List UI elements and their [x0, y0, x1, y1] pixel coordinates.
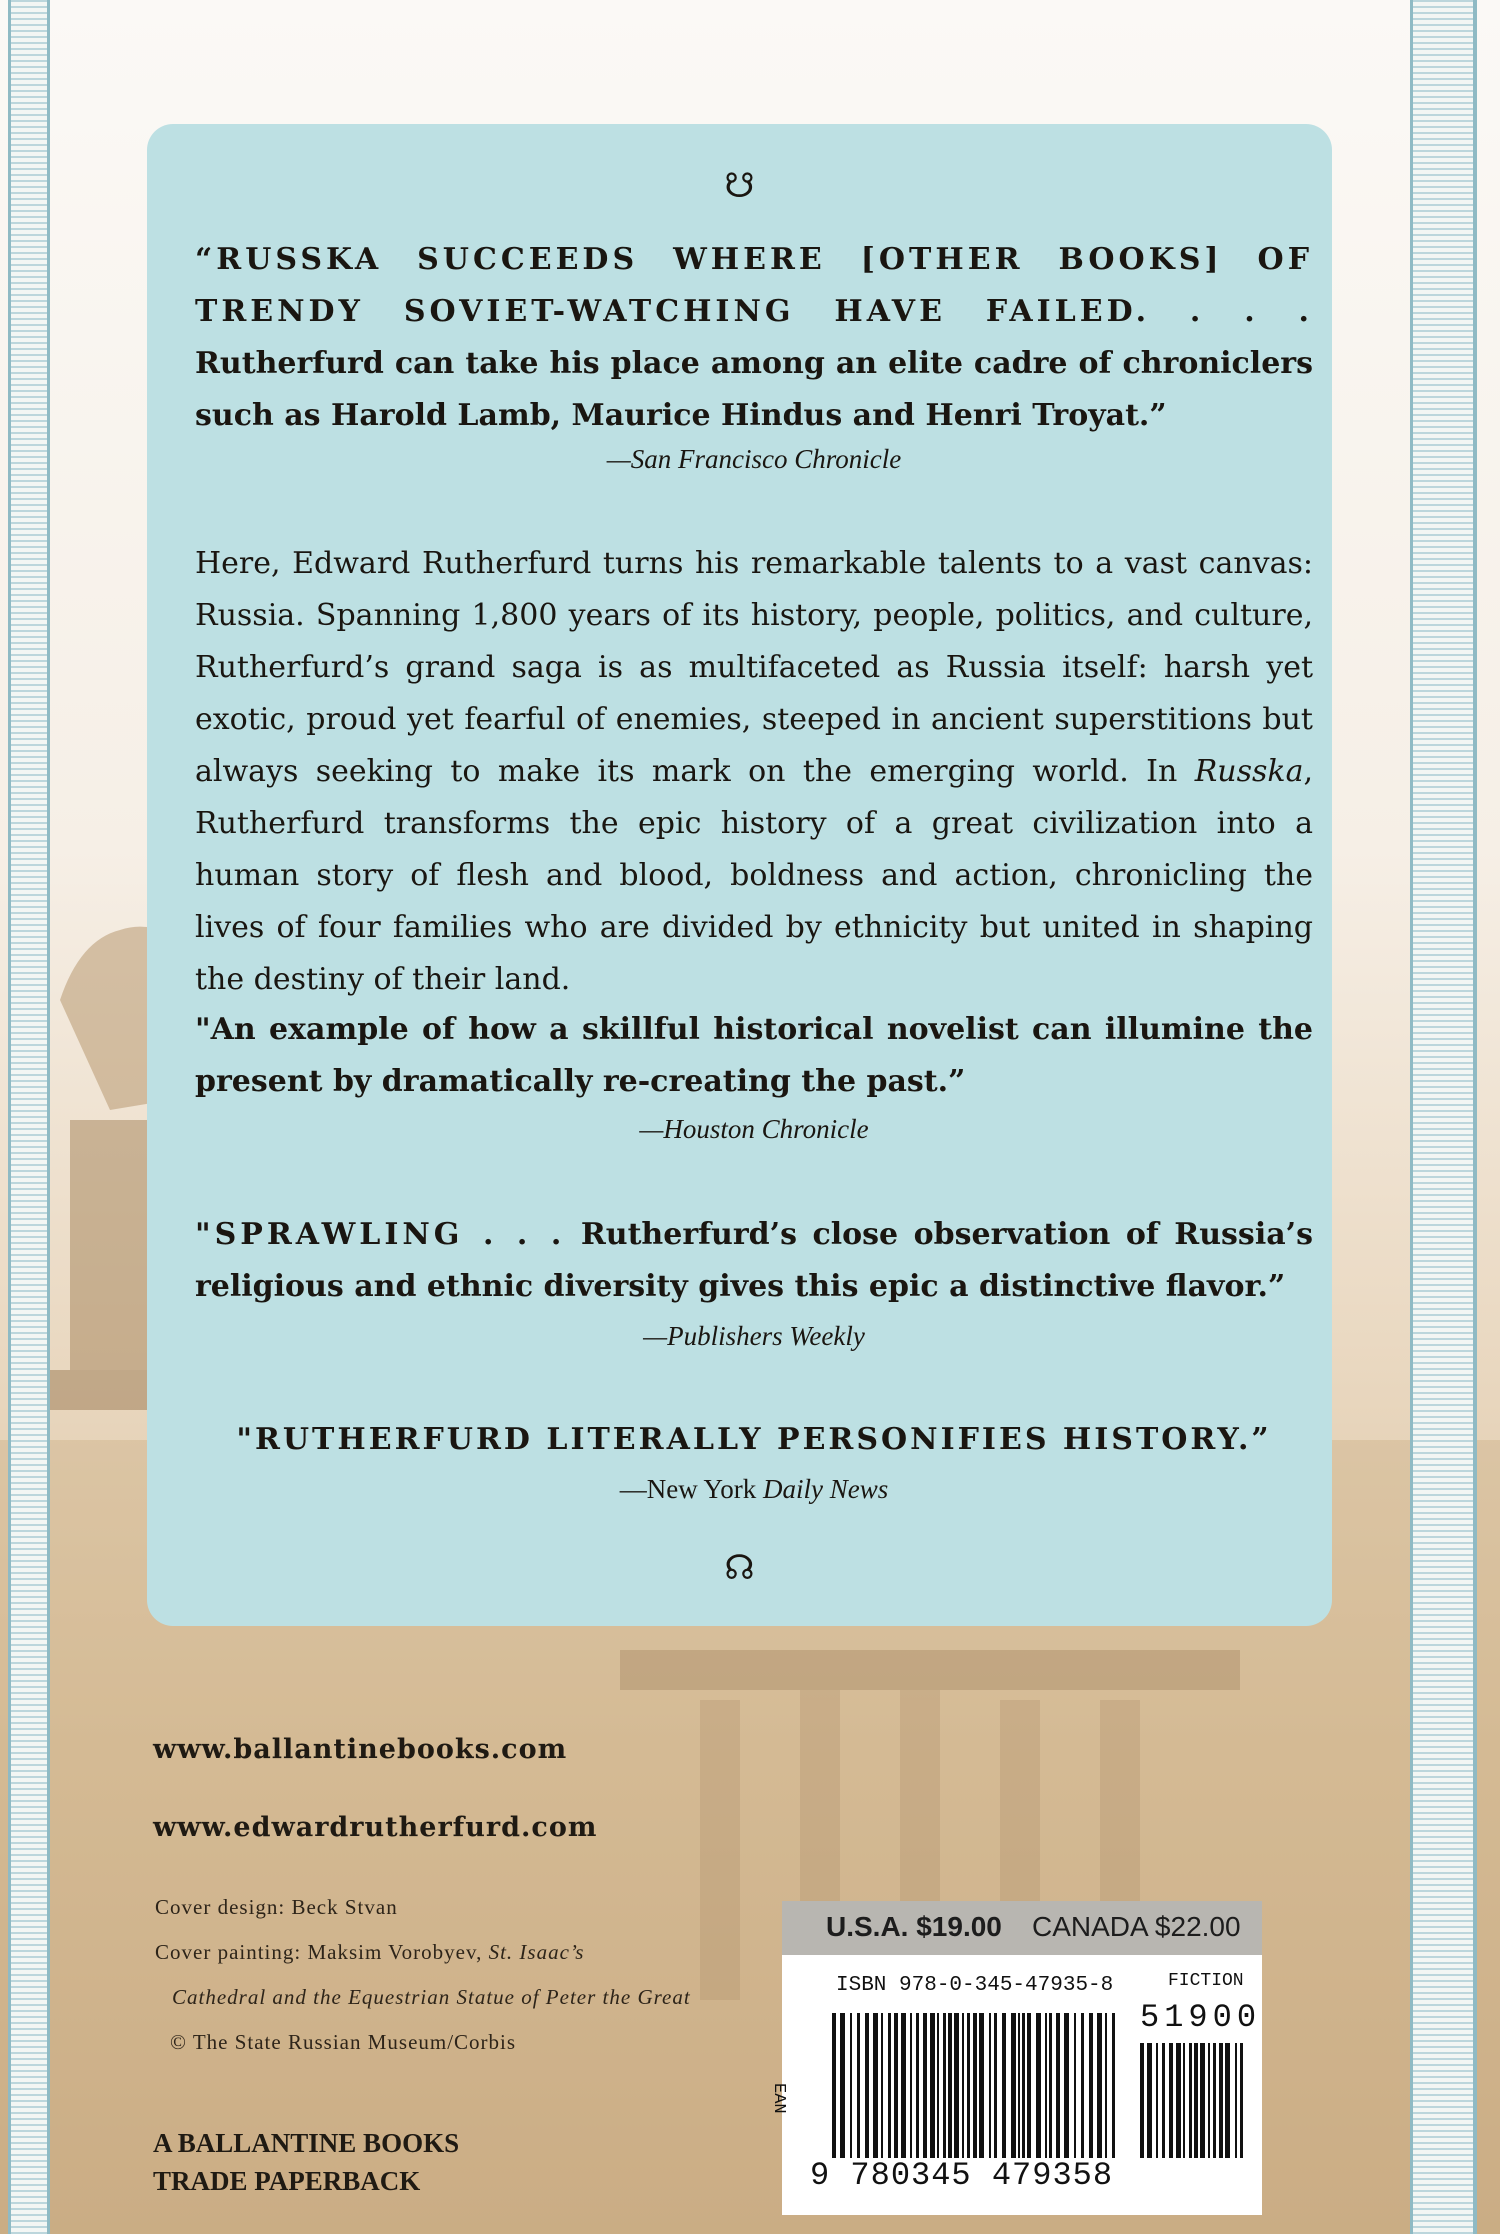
barcode-bar	[1162, 2043, 1165, 2158]
barcode-bar	[1049, 2013, 1052, 2158]
review-3-quote	[195, 1209, 1313, 1313]
left-decorative-border	[8, 0, 50, 2234]
barcode-digits: 9 780345 479358	[810, 2157, 1114, 2194]
barcode-bar	[1183, 2043, 1185, 2158]
barcode-bar	[916, 2013, 919, 2158]
review-2-source: —Houston Chronicle	[639, 1114, 869, 1144]
barcode-bar	[873, 2013, 878, 2158]
review-4-quote: "RUTHERFURD LITERALLY PERSONIFIES HISTORY.”	[236, 1422, 1272, 1457]
review-3-source: —Publishers Weekly	[643, 1321, 865, 1351]
barcode-bar	[1036, 2013, 1041, 2158]
publisher-website: www.ballantinebooks.com	[153, 1734, 568, 1765]
author-website: www.edwardrutherfurd.com	[153, 1812, 598, 1843]
review-4-source	[195, 1474, 1313, 1505]
barcode-bar	[910, 2013, 912, 2158]
ean-label: EAN	[769, 2083, 788, 2114]
barcode-addon	[1140, 2043, 1250, 2158]
barcode-bar	[1045, 2013, 1047, 2158]
barcode-bar	[1200, 2043, 1205, 2158]
review-1-caps: “RUSSKA SUCCEEDS WHERE [OTHER BOOKS] OF TRENDY SOVIET-WATCHING HAVE FAILED. . . .	[195, 242, 1313, 329]
cover-painting-title-2: Cathedral and the Equestrian Statue of Peter the Great	[172, 1985, 691, 2009]
barcode-bar	[857, 2013, 860, 2158]
copyright-credit: © The State Russian Museum/Corbis	[170, 2030, 517, 2054]
barcode-bar	[994, 2013, 997, 2158]
barcode-bar	[1018, 2013, 1020, 2158]
cover-painting-title-1: St. Isaac’s	[488, 1940, 585, 1964]
barcode-bar	[1022, 2013, 1025, 2158]
book-description	[195, 538, 1313, 1006]
review-1-source: —San Francisco Chronicle	[606, 444, 902, 474]
imprint-line-2: TRADE PAPERBACK	[153, 2166, 421, 2196]
barcode-bar	[881, 2013, 883, 2158]
imprint-label	[153, 2124, 459, 2200]
blurb-panel	[147, 124, 1332, 1626]
barcode-bar	[1002, 2013, 1006, 2158]
barcode-bar	[979, 2013, 984, 2158]
barcode-bar	[1140, 2043, 1144, 2158]
barcode-bar	[1189, 2043, 1192, 2158]
barcode-bar	[954, 2013, 959, 2158]
barcode-bar	[1225, 2043, 1230, 2158]
barcode-bar	[1097, 2013, 1102, 2158]
barcode-bar	[1156, 2043, 1158, 2158]
barcode-bar	[973, 2013, 977, 2158]
review-3-text: Rutherfurd’s close observation of Russia’s religious and ethnic diversity gives this epic a distinctive flavor.”	[195, 1217, 1313, 1304]
barcode-bar	[943, 2013, 946, 2158]
barcode-bar	[930, 2013, 935, 2158]
barcode-bar	[1240, 2043, 1243, 2158]
isbn-label: ISBN 978-0-345-47935-8	[836, 1974, 1114, 1997]
barcode-bar	[1219, 2043, 1223, 2158]
barcode-bar	[1235, 2043, 1237, 2158]
description-part-1: Here, Edward Rutherfurd turns his remarkable talents to a vast canvas: Russia. Spanning 1,800 years of its history, people, politics, and culture, Rutherfurd’s grand saga is as multifaceted as Russia itself: harsh yet exotic, proud yet fearful of enemies, steeped in ancient superstitions but always seeking to make its mark on the emerging world. In	[195, 546, 1313, 789]
barcode-main	[832, 2013, 1122, 2158]
barcode-bar	[850, 2013, 852, 2158]
addon-price-code: 51900	[1140, 1999, 1262, 2036]
category-label: FICTION	[1168, 1971, 1244, 1991]
barcode-bar	[1074, 2013, 1076, 2158]
barcode-bar	[865, 2013, 869, 2158]
barcode-bar	[1112, 2013, 1115, 2158]
barcode-bar	[1194, 2043, 1198, 2158]
description-title: Russka	[1194, 754, 1304, 789]
barcode-bar	[1027, 2013, 1031, 2158]
barcode-bar	[832, 2013, 836, 2158]
price-usa: U.S.A. $19.00	[826, 1911, 1002, 1942]
ornament-top-icon: ☋	[724, 166, 755, 206]
review-4-source-prefix: —New York	[619, 1474, 764, 1504]
review-1-quote	[195, 234, 1313, 442]
barcode-bar	[840, 2013, 845, 2158]
barcode-bar	[888, 2013, 891, 2158]
barcode-bar	[1056, 2013, 1060, 2158]
barcode-bar	[967, 2013, 970, 2158]
barcode-bar	[937, 2013, 939, 2158]
cover-painting-prefix: Cover painting: Maksim Vorobyev,	[155, 1940, 489, 1964]
imprint-line-1: A BALLANTINE BOOKS	[153, 2128, 460, 2158]
barcode-bar	[1089, 2013, 1093, 2158]
price-barcode-box	[769, 1901, 1262, 2215]
barcode-bar	[1147, 2043, 1152, 2158]
price-canada: CANADA $22.00	[1032, 1911, 1241, 1942]
review-3-caps: "SPRAWLING . . .	[195, 1217, 566, 1252]
barcode-bar	[894, 2013, 898, 2158]
barcode-bar	[962, 2013, 964, 2158]
review-2-quote: "An example of how a skillful historical novelist can illumine the present by dramatically re-creating the past.”	[195, 1012, 1313, 1099]
barcode-bar	[989, 2013, 991, 2158]
barcode-bar	[1081, 2013, 1084, 2158]
barcode-bar	[901, 2013, 906, 2158]
barcode-bar	[1169, 2043, 1173, 2158]
barcode-bar	[1105, 2013, 1107, 2158]
barcode-bar	[1011, 2013, 1016, 2158]
barcode-bar	[1208, 2043, 1210, 2158]
barcode-bar	[948, 2013, 952, 2158]
cover-design-credit: Cover design: Beck Stvan	[155, 1895, 398, 1919]
barcode-bar	[1064, 2013, 1069, 2158]
cover-painting-title-line	[172, 1985, 691, 2010]
review-1-text: Rutherfurd can take his place among an elite cadre of chroniclers such as Harold Lamb, Maurice Hindus and Henri Troyat.”	[195, 346, 1313, 433]
right-decorative-border	[1410, 0, 1477, 2234]
barcode-bar	[1213, 2043, 1216, 2158]
barcode-bar	[923, 2013, 927, 2158]
barcode-bar	[1176, 2043, 1181, 2158]
description-part-2: , Rutherfurd transforms the epic history of a great civilization into a human story of flesh and blood, boldness and action, chronicling the lives of four families who are divided by ethnicity but united in shaping the destiny of their land.	[195, 754, 1313, 997]
review-4-source-title: Daily News	[763, 1474, 889, 1504]
ornament-bottom-icon: ☊	[724, 1548, 755, 1588]
cover-painting-credit	[155, 1940, 584, 1965]
